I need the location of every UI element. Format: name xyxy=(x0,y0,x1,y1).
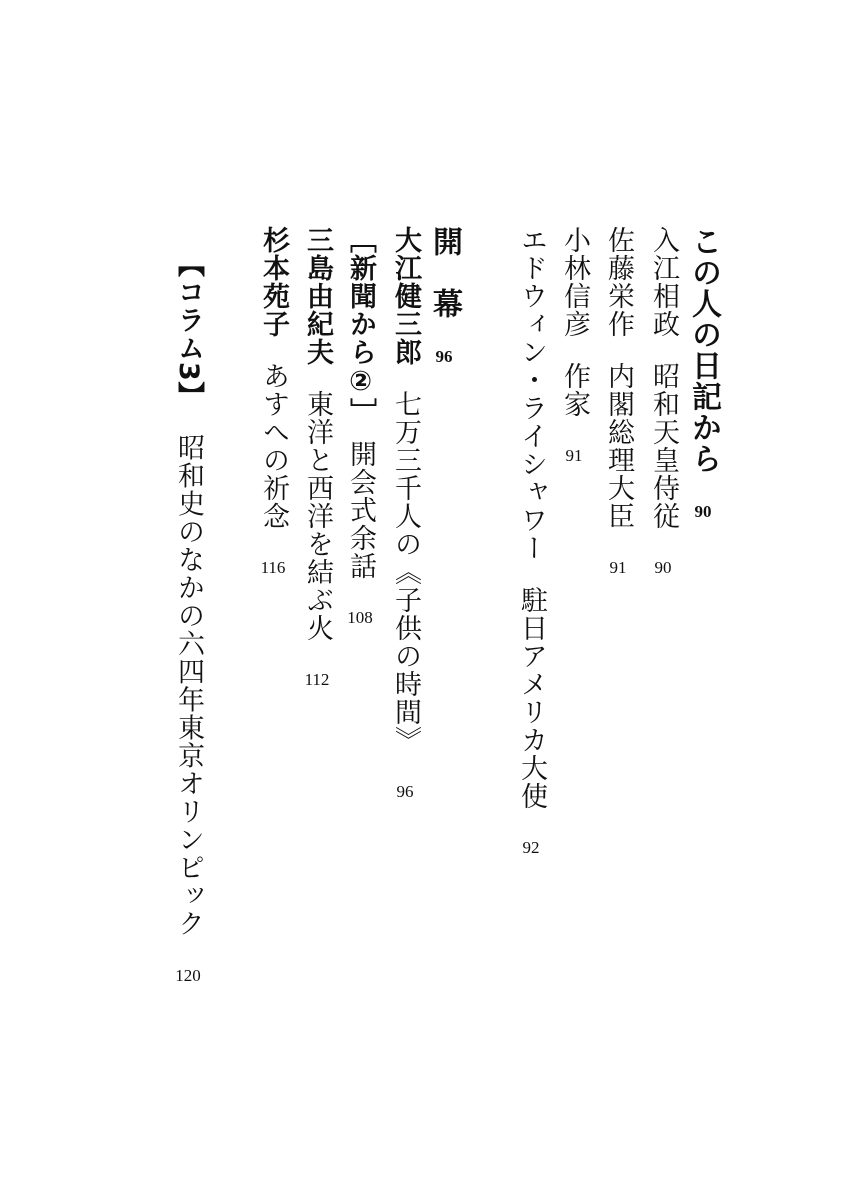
essay-page: 108 xyxy=(347,608,373,627)
essay-entry xyxy=(385,226,425,802)
essay-entry xyxy=(297,226,337,690)
entry-name: 小林信彦 xyxy=(559,226,590,338)
essay-author: 三島由紀夫 xyxy=(302,226,333,366)
diary-entry xyxy=(511,226,551,858)
section-heading-page: 90 xyxy=(694,502,712,521)
entry-desc: 作家 xyxy=(559,362,590,418)
opening-heading xyxy=(424,226,464,367)
diary-entry xyxy=(643,226,683,578)
entry-name: 佐藤栄作 xyxy=(603,226,634,338)
diary-entry xyxy=(554,226,594,466)
essay-entry xyxy=(340,226,380,628)
essay-title: あすへの祈念 xyxy=(258,362,289,530)
essay-page: 112 xyxy=(304,670,330,689)
essay-page: 116 xyxy=(260,558,286,577)
essay-title: 七万三千人の《子供の時間》 xyxy=(390,390,421,754)
column-page: 120 xyxy=(175,965,201,985)
section-heading xyxy=(683,226,723,522)
entry-desc: 昭和天皇侍従 xyxy=(648,362,679,530)
essay-title: 開会式余話 xyxy=(345,440,376,580)
essay-title: 東洋と西洋を結ぶ火 xyxy=(302,390,333,642)
essay-author: ［新聞から②］ xyxy=(345,226,376,426)
essay-page: 96 xyxy=(396,782,414,801)
diary-entry xyxy=(598,226,638,578)
entry-name: 入江相政 xyxy=(648,226,679,338)
entry-page: 91 xyxy=(609,558,627,577)
column-label: 【コラム3】 xyxy=(173,250,204,410)
essay-author: 大江健三郎 xyxy=(390,226,421,366)
entry-page: 91 xyxy=(565,446,583,465)
entry-desc: 内閣総理大臣 xyxy=(603,362,634,530)
entry-page: 92 xyxy=(522,838,540,857)
opening-page: 96 xyxy=(435,347,453,366)
entry-name: エドウィン・ライシャワー xyxy=(516,226,547,562)
column-title: 昭和史のなかの六四年東京オリンピック xyxy=(173,433,204,938)
opening-title: 開 幕 xyxy=(427,226,462,319)
entry-desc: 駐日アメリカ大使 xyxy=(516,586,547,810)
essay-entry xyxy=(253,226,293,578)
entry-page: 90 xyxy=(654,558,672,577)
section-heading-text: この人の日記から xyxy=(686,226,721,474)
column-entry xyxy=(168,250,208,986)
essay-author: 杉本苑子 xyxy=(258,226,289,338)
